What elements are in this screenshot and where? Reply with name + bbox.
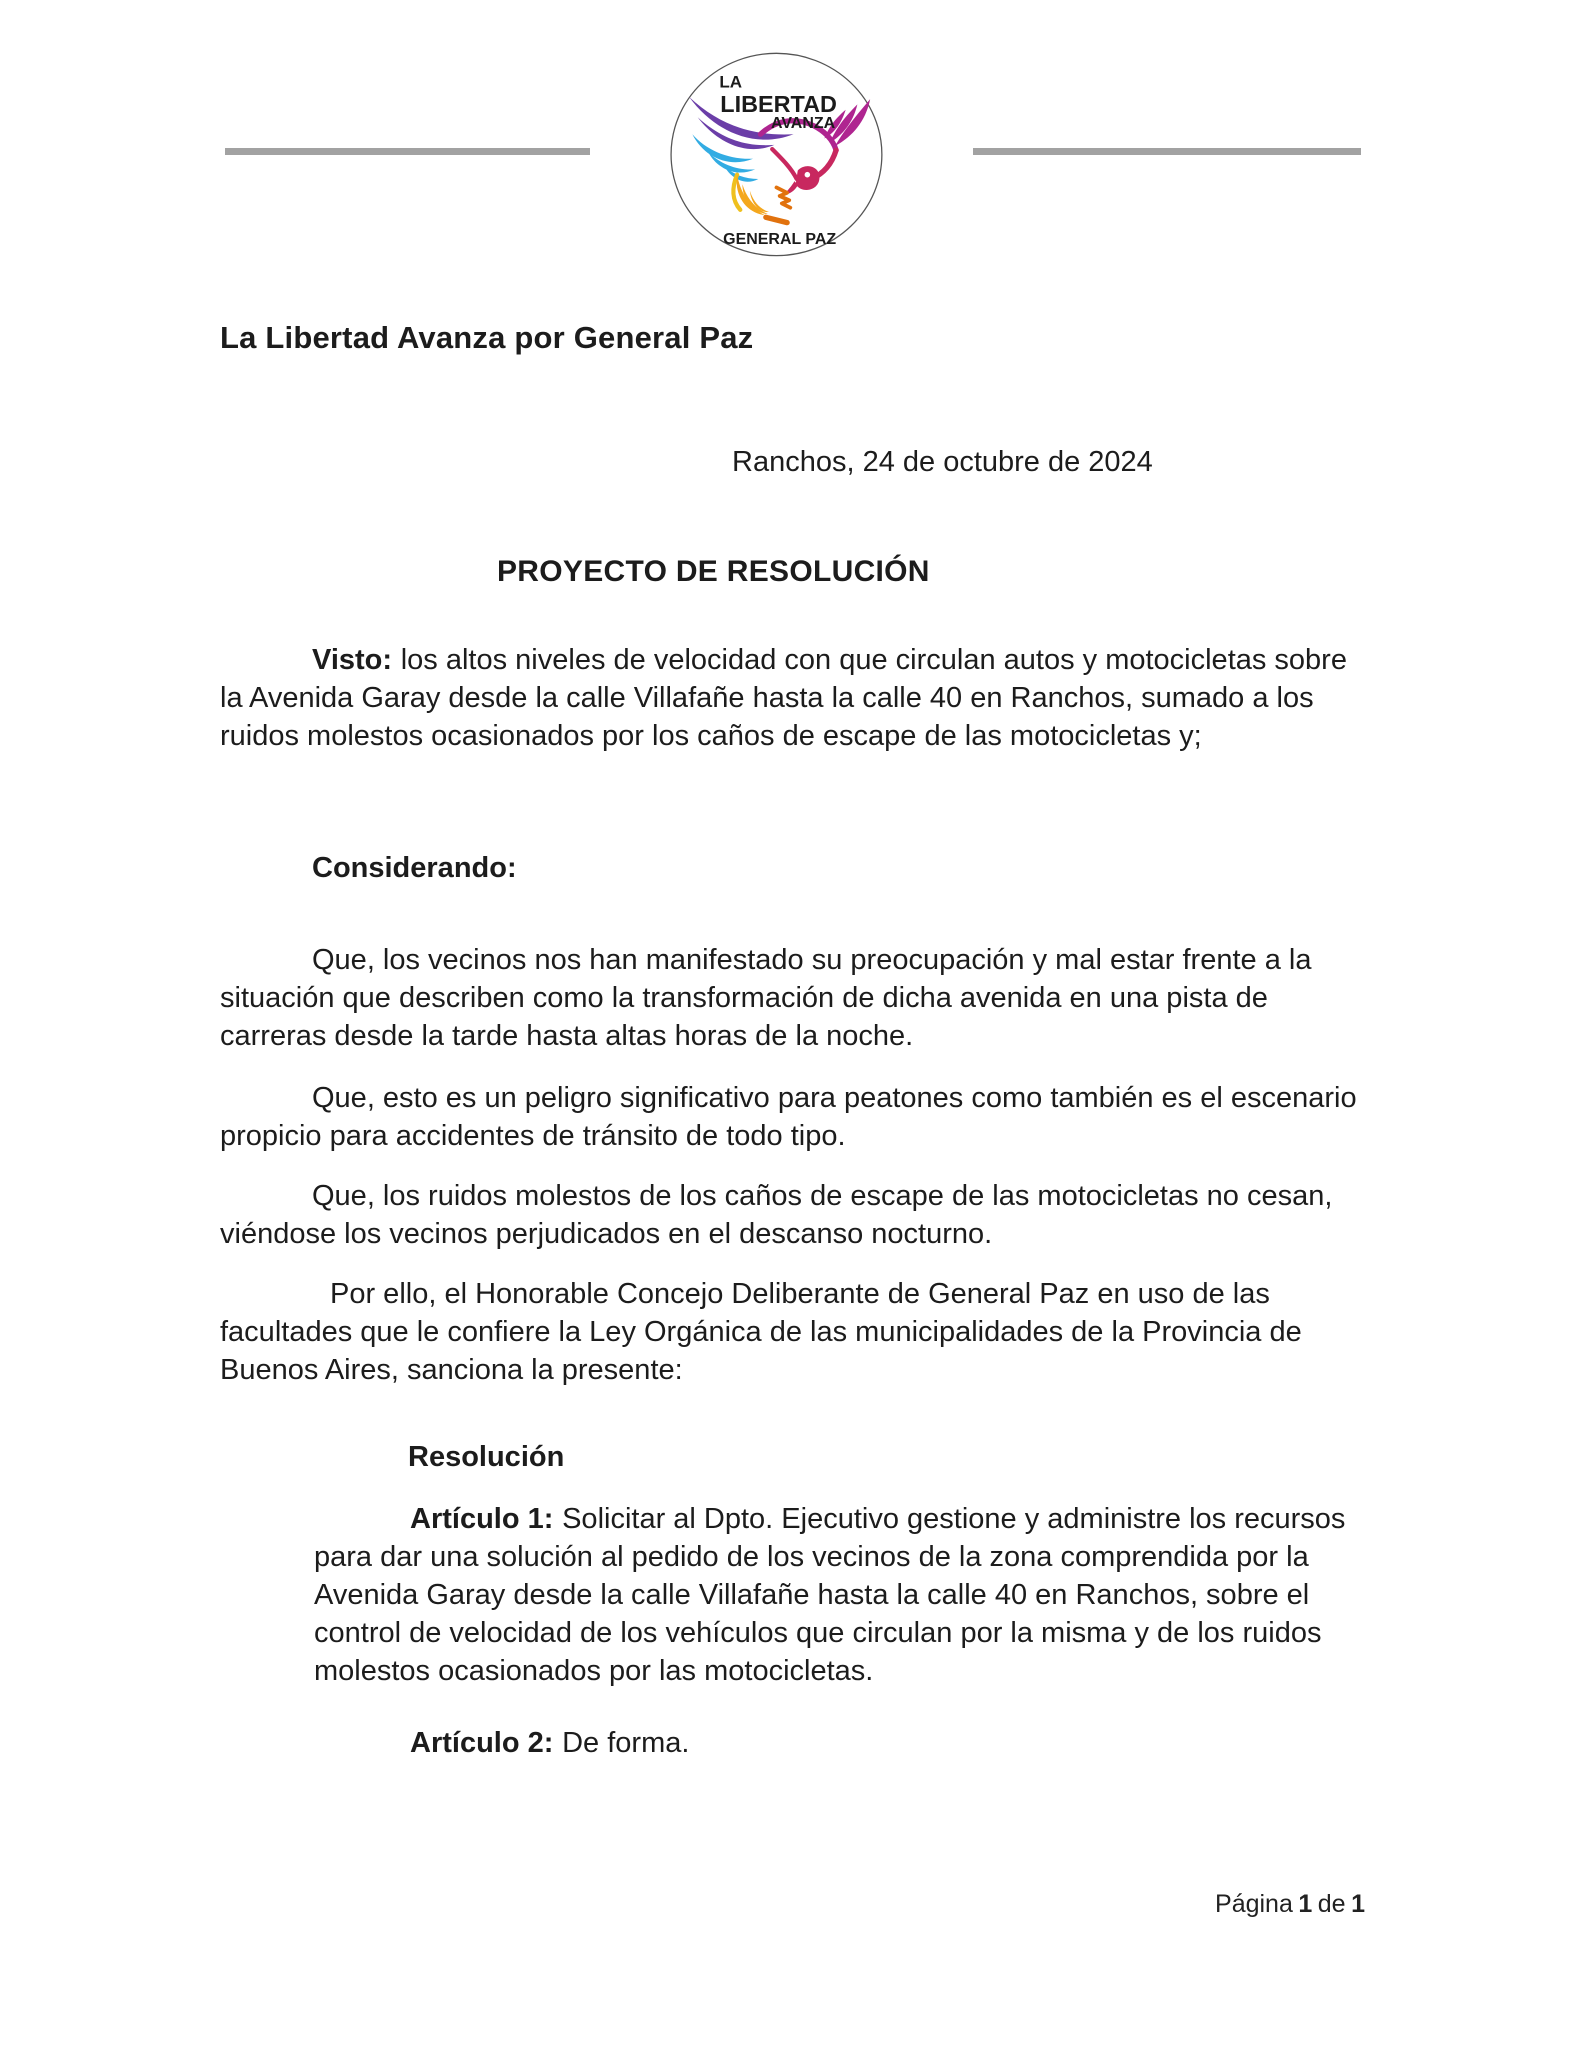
eagle-eye: [805, 172, 811, 178]
page-number-label: Página: [1215, 1890, 1293, 1918]
articulo-2-label: Artículo 2:: [410, 1727, 554, 1759]
paragraph-que-3: Que, los ruidos molestos de los caños de escape de las motocicletas no cesan, viéndose los vecinos perjudicados en el descanso nocturno.: [220, 1180, 1333, 1250]
org-title: La Libertad Avanza por General Paz: [220, 320, 754, 355]
logo-text-avanza: AVANZA: [770, 114, 836, 132]
logo-text-la: LA: [719, 72, 743, 92]
page-number-current: 1: [1298, 1890, 1313, 1918]
date-line: Ranchos, 24 de octubre de 2024: [732, 446, 1153, 478]
articulo-2-text: De forma.: [562, 1727, 690, 1759]
section-heading-resolucion: Resolución: [408, 1441, 565, 1473]
paragraph-por-ello: Por ello, el Honorable Concejo Deliberante de General Paz en uso de las facultades que le confiere la Ley Orgánica de las municipalidades de la Provincia de Buenos Aires, sanciona la presente:: [220, 1278, 1302, 1386]
paragraph-articulo-1: [314, 1500, 1366, 1690]
paragraph-que-2: Que, esto es un peligro significativo para peatones como también es el escenario propicio para accidentes de tránsito de todo tipo.: [220, 1082, 1357, 1152]
logo-text-general-paz: GENERAL PAZ: [723, 230, 837, 248]
eagle-emblem-icon: [670, 50, 884, 260]
logo-text-libertad: LIBERTAD: [720, 90, 837, 117]
paragraph-visto: [220, 641, 1360, 755]
party-logo: [670, 50, 884, 260]
paragraph-articulo-2: [314, 1724, 1366, 1762]
section-heading-considerando: Considerando:: [312, 852, 517, 884]
visto-text: los altos niveles de velocidad con que circulan autos y motocicletas sobre la Avenida Garay desde la calle Villafañe hasta la calle 40 en Ranchos, sumado a los ruidos molestos ocasionados por los caños de escape de las motocicletas y;: [220, 644, 1347, 752]
header-rule-left: [225, 148, 590, 155]
page-number: [1020, 1890, 1365, 1919]
paragraph-que-1: Que, los vecinos nos han manifestado su preocupación y mal estar frente a la situación que describen como la transformación de dicha avenida en una pista de carreras desde la tarde hasta altas horas de la noche.: [220, 944, 1312, 1052]
articulo-1-label: Artículo 1:: [410, 1503, 554, 1535]
header-rule-right: [973, 148, 1361, 155]
doc-title: PROYECTO DE RESOLUCIÓN: [497, 555, 930, 588]
page-number-separator: de: [1317, 1890, 1346, 1918]
page-number-total: 1: [1351, 1890, 1365, 1918]
visto-label: Visto:: [312, 644, 393, 676]
articulo-1-text: Solicitar al Dpto. Ejecutivo gestione y administre los recursos para dar una solución al pedido de los vecinos de la zona comprendida por la Avenida Garay desde la calle Villafañe hasta la calle 40 en Ranchos, sobre el control de velocidad de los vehículos que circulan por la misma y de los ruidos molestos ocasionados por las motocicletas.: [314, 1503, 1346, 1687]
